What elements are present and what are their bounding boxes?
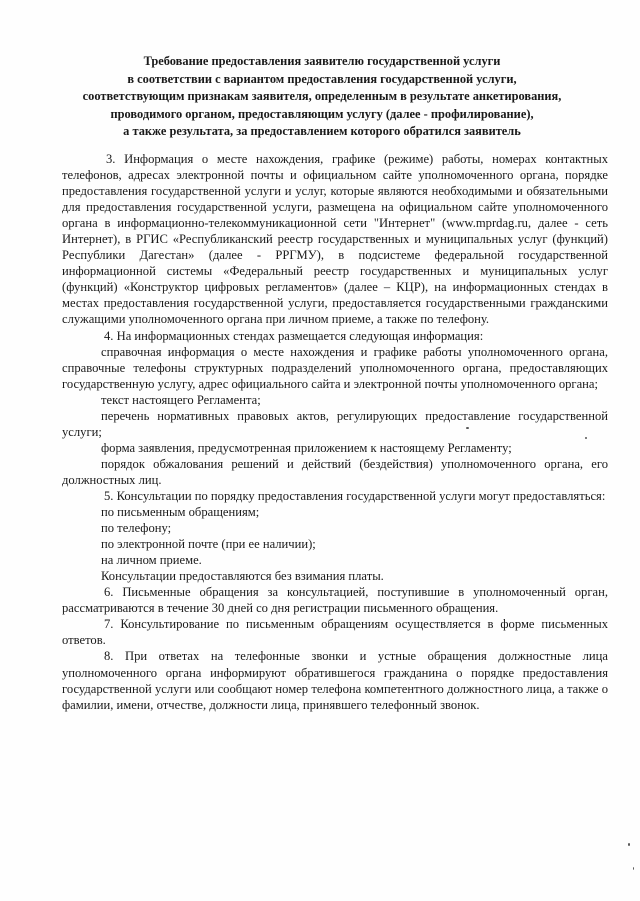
- scan-speck: [585, 437, 587, 439]
- scan-speck: [466, 427, 469, 429]
- scan-speck: [633, 867, 634, 870]
- heading-line: Требование предоставления заявителю государственной услуги: [143, 54, 501, 68]
- paragraph-5: 5. Консультации по порядку предоставления государственной услуги могут предоставляться:: [104, 488, 606, 503]
- heading-line: проводимого органом, предоставляющим услугу (далее - профилирование),: [110, 106, 534, 121]
- list-item: по письменным обращениям;: [101, 505, 260, 520]
- paragraph-7: 7. Консультирование по письменным обращениям осуществляется в форме письменных ответов.: [62, 617, 608, 648]
- heading-line: а также результата, за предоставлением которого обратился заявитель: [123, 124, 521, 139]
- paragraph-3: 3. Информация о месте нахождения, графике (режиме) работы, номерах контактных телефонов, адресах электронной почты и официальном сайте уполномоченного органа, порядке предоставления государственной услуги и услуг, которые являются необходимыми и обязательными для предоставления государственной услуги, размещена на официальном сайте уполномоченного органа в информационно-телекоммуникационной сети "Интернет" (www.mprdag.ru, далее - сеть Интернет), в РГИС «Республиканский реестр государственных и муниципальных услуг (функций) Республики Дагестан» (далее - РРГМУ), в подсистеме федеральной государственной информационной системы «Федеральный реестр государственных и муниципальных услуг (функций) «Конструктор цифровых регламентов» (далее – КЦР), на информационных стендах в местах предоставления государственной услуги, предоставляется государственными гражданскими служащими уполномоченного органа при личном приеме, а также по телефону.: [62, 152, 608, 327]
- list-item: по электронной почте (при ее наличии);: [101, 537, 316, 552]
- list-item: на личном приеме.: [101, 553, 202, 568]
- list-item: текст настоящего Регламента;: [101, 392, 261, 407]
- paragraph-6: 6. Письменные обращения за консультацией, поступившие в уполномоченный орган, рассматриваются в течение 30 дней со дня регистрации письменного обращения.: [62, 585, 608, 616]
- document-heading: [60, 53, 584, 141]
- list-item: справочная информация о месте нахождения и графике работы уполномоченного органа, справочные телефоны структурных подразделений уполномоченного органа, предоставляющих государственную услугу, адрес официального сайта и электронной почты уполномоченного органа;: [62, 344, 608, 391]
- document-body: [62, 151, 608, 713]
- list-item: по телефону;: [101, 521, 172, 536]
- heading-line: в соответствии с вариантом предоставления государственной услуги,: [127, 71, 517, 86]
- heading-line: соответствующим признакам заявителя, определенным в результате анкетирования,: [82, 89, 562, 104]
- list-item: перечень нормативных правовых актов, регулирующих предоставление государственной услуги;: [62, 408, 608, 439]
- paragraph-8: 8. При ответах на телефонные звонки и устные обращения должностные лица уполномоченного органа информируют обратившегося гражданина о порядке предоставления государственной услуги или сообщают номер телефона компетентного должностного лица, а также о фамилии, имени, отчестве, должности лица, принявшего телефонный звонок.: [62, 649, 608, 712]
- list-item: Консультации предоставляются без взимания платы.: [101, 569, 384, 584]
- list-item: форма заявления, предусмотренная приложением к настоящему Регламенту;: [101, 440, 512, 455]
- paragraph-4: 4. На информационных стендах размещается следующая информация:: [104, 328, 484, 343]
- list-item: порядок обжалования решений и действий (бездействия) уполномоченного органа, его должностных лиц.: [62, 456, 608, 487]
- scan-speck: [628, 843, 630, 846]
